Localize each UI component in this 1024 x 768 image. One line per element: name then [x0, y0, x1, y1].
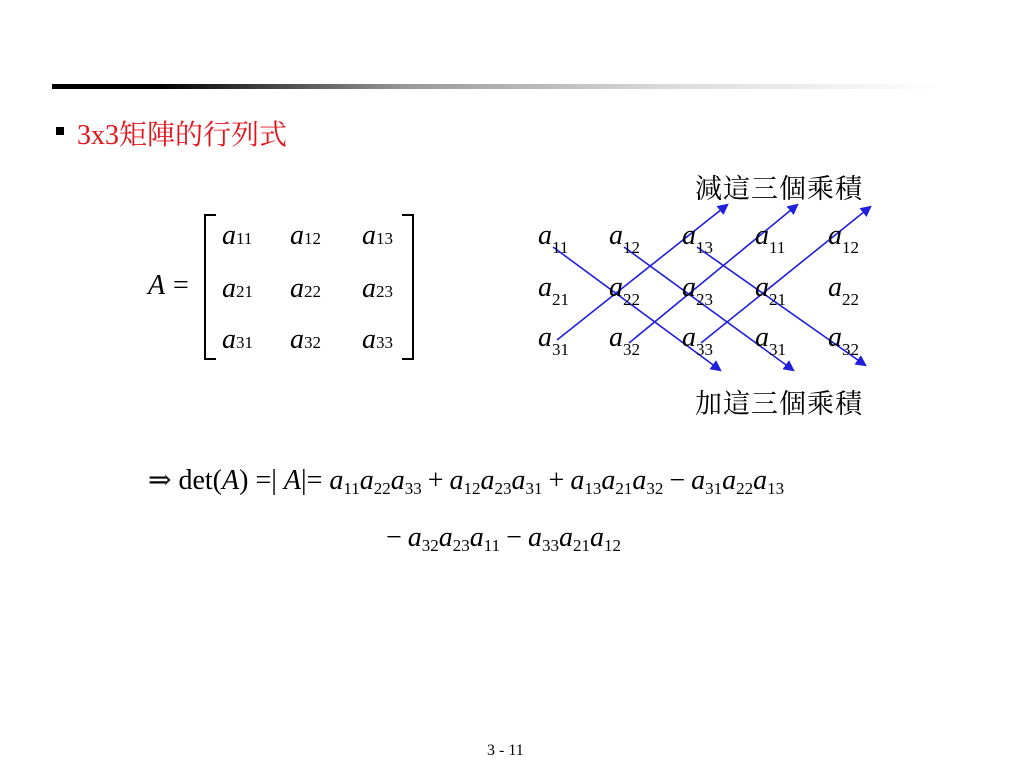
grid-entry-variable: a — [682, 272, 696, 303]
grid-entry — [828, 272, 859, 309]
grid-entry-subscript: 21 — [769, 290, 786, 309]
grid-entry-variable: a — [828, 322, 842, 353]
factor-subscript: 23 — [494, 479, 512, 498]
factor-subscript: 12 — [463, 479, 481, 498]
factor-subscript: 32 — [646, 479, 664, 498]
abs-close: | — [300, 465, 307, 496]
grid-entry — [828, 220, 859, 257]
page-number: 3 - 11 — [487, 742, 524, 759]
grid-entry-variable: a — [609, 220, 623, 251]
grid-entry-subscript: 13 — [696, 238, 713, 257]
grid-entry-subscript: 11 — [769, 238, 786, 257]
grid-entry-subscript: 11 — [552, 238, 569, 257]
entry-subscript: 21 — [236, 282, 253, 301]
formula-line-2 — [380, 522, 621, 555]
factor-subscript: 21 — [615, 479, 633, 498]
grid-entry-subscript: 31 — [769, 340, 786, 359]
grid-entry-variable: a — [682, 220, 696, 251]
factor-subscript: 22 — [373, 479, 391, 498]
entry-variable: a — [290, 220, 304, 251]
factor-variable: a — [527, 522, 542, 553]
factor-variable: a — [691, 465, 706, 496]
grid-entry — [538, 220, 569, 257]
entry-subscript: 31 — [236, 333, 253, 352]
factor-subscript: 13 — [584, 479, 602, 498]
factor-subscript: 31 — [705, 479, 723, 498]
grid-entry — [538, 322, 569, 359]
grid-entry — [755, 220, 786, 257]
factor-subscript: 11 — [343, 479, 360, 498]
grid-entry-subscript: 21 — [552, 290, 569, 309]
entry-variable: a — [290, 324, 304, 355]
factor-variable: a — [438, 522, 453, 553]
grid-entry-variable: a — [755, 322, 769, 353]
factor-variable: a — [407, 522, 422, 553]
implies-symbol: ⇒ — [148, 465, 172, 496]
entry-subscript: 11 — [236, 229, 253, 248]
grid-entry-variable: a — [538, 322, 552, 353]
factor-subscript: 33 — [404, 479, 422, 498]
det-text: det( — [178, 465, 222, 496]
factor-variable: a — [722, 465, 737, 496]
grid-entry-variable: a — [682, 322, 696, 353]
grid-entry — [682, 220, 713, 257]
line2-terms — [380, 522, 621, 553]
det-close: ) — [239, 465, 249, 496]
add-label: 加這三個乘積 — [695, 389, 863, 419]
factor-variable: a — [390, 465, 405, 496]
line1-terms — [329, 465, 784, 496]
grid-entry — [609, 220, 640, 257]
factor-variable: a — [359, 465, 374, 496]
factor-variable: a — [601, 465, 616, 496]
term-sign: + — [548, 465, 565, 496]
term-sign: − — [506, 522, 522, 553]
grid-entry-variable: a — [828, 220, 842, 251]
grid-entry-variable: a — [538, 220, 552, 251]
grid-entry — [682, 272, 713, 309]
grid-entry — [682, 322, 713, 359]
grid-entry — [755, 272, 786, 309]
factor-subscript: 31 — [525, 479, 543, 498]
factor-subscript: 33 — [541, 536, 559, 555]
grid-entry-subscript: 32 — [623, 340, 640, 359]
factor-variable: a — [511, 465, 526, 496]
grid-entry-subscript: 23 — [696, 290, 713, 309]
grid-entry-subscript: 12 — [842, 238, 859, 257]
factor-variable: a — [558, 522, 573, 553]
entry-subscript: 13 — [376, 229, 393, 248]
subtract-label: 減這三個乘積 — [695, 174, 863, 204]
grid-entry-subscript: 12 — [623, 238, 640, 257]
entry-subscript: 22 — [304, 282, 321, 301]
grid-entry-subscript: 31 — [552, 340, 569, 359]
factor-variable: a — [632, 465, 647, 496]
grid-entry-variable: a — [755, 220, 769, 251]
factor-subscript: 32 — [421, 536, 439, 555]
formula-line-1 — [148, 465, 785, 498]
factor-variable: a — [753, 465, 768, 496]
factor-variable: a — [449, 465, 464, 496]
entry-variable: a — [362, 220, 376, 251]
entry-subscript: 33 — [376, 333, 393, 352]
equals-1: = — [255, 465, 272, 496]
grid-entry-subscript: 22 — [842, 290, 859, 309]
factor-subscript: 13 — [767, 479, 785, 498]
grid-entry-subscript: 33 — [696, 340, 713, 359]
factor-variable: a — [570, 465, 585, 496]
factor-subscript: 12 — [603, 536, 621, 555]
grid-entry — [609, 322, 640, 359]
equals-2: = — [306, 465, 323, 496]
factor-variable: a — [469, 522, 484, 553]
abs-var: A — [283, 465, 301, 496]
entry-subscript: 12 — [304, 229, 321, 248]
entry-subscript: 23 — [376, 282, 393, 301]
grid-entry-variable: a — [755, 272, 769, 303]
factor-subscript: 22 — [736, 479, 754, 498]
entry-variable: a — [222, 324, 236, 355]
factor-subscript: 11 — [483, 536, 501, 555]
grid-entry-variable: a — [609, 272, 623, 303]
grid-entry-subscript: 22 — [623, 290, 640, 309]
entry-variable: a — [290, 273, 304, 304]
factor-subscript: 23 — [452, 536, 470, 555]
matrix-name: A — [148, 270, 166, 301]
term-sign: − — [669, 465, 686, 496]
factor-variable: a — [329, 465, 344, 496]
entry-variable: a — [362, 324, 376, 355]
entry-variable: a — [362, 273, 376, 304]
grid-entry-variable: a — [538, 272, 552, 303]
matrix-equals: = — [173, 270, 189, 301]
grid-entry — [755, 322, 786, 359]
grid-entry-subscript: 32 — [842, 340, 859, 359]
factor-variable: a — [589, 522, 604, 553]
slide-heading: 3x3矩陣的行列式 — [77, 120, 288, 151]
grid-entry-variable: a — [828, 272, 842, 303]
grid-entry — [828, 322, 859, 359]
factor-subscript: 21 — [572, 536, 590, 555]
factor-variable: a — [480, 465, 495, 496]
det-arg: A — [222, 465, 240, 496]
term-sign: + — [427, 465, 444, 496]
grid-entry — [538, 272, 569, 309]
entry-subscript: 32 — [304, 333, 321, 352]
term-sign: − — [386, 522, 402, 553]
abs-open: | — [271, 465, 277, 496]
grid-entry-variable: a — [609, 322, 623, 353]
grid-entry — [609, 272, 640, 309]
entry-variable: a — [222, 273, 236, 304]
entry-variable: a — [222, 220, 236, 251]
